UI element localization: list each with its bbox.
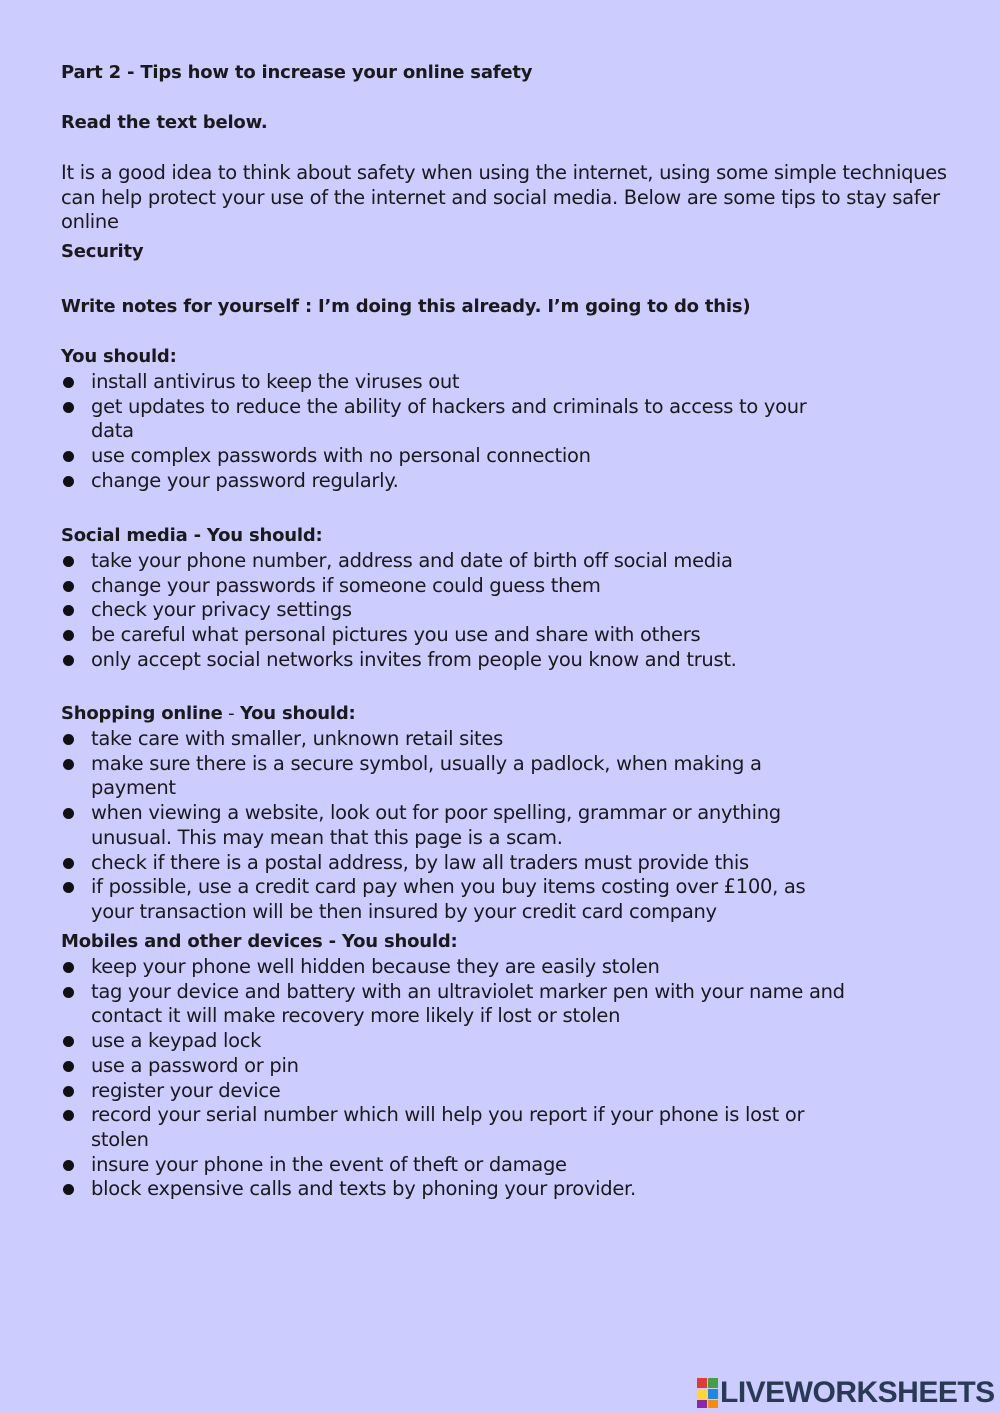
list-item-text: use a keypad lock bbox=[91, 1029, 262, 1053]
bullet-icon bbox=[63, 759, 74, 770]
bullet-icon bbox=[63, 655, 74, 666]
mobiles-heading: Mobiles and other devices - You should: bbox=[61, 931, 458, 952]
list-item-text: register your device bbox=[91, 1078, 281, 1102]
list-item bbox=[61, 574, 941, 599]
bullet-icon bbox=[63, 605, 74, 616]
list-item-text: when viewing a website, look out for poor spelling, grammar or anything unusual. This may mean that this page is a scam. bbox=[91, 801, 781, 849]
bullet-icon bbox=[63, 402, 74, 413]
liveworksheets-logo bbox=[697, 1378, 995, 1408]
list-item-text: make sure there is a secure symbol, usually a padlock, when making a payment bbox=[91, 751, 762, 800]
bullet-icon bbox=[63, 556, 74, 567]
shopping-heading-you-should: You should: bbox=[239, 703, 356, 724]
list-item-text: take your phone number, address and date of birth off social media bbox=[91, 549, 733, 572]
bullet-icon bbox=[63, 1184, 74, 1195]
list-item bbox=[61, 727, 851, 752]
mobiles-tips-list bbox=[61, 955, 846, 1202]
bullet-icon bbox=[63, 1061, 74, 1072]
list-item bbox=[61, 875, 851, 924]
bullet-icon bbox=[63, 1160, 74, 1171]
security-you-should-heading: You should: bbox=[61, 346, 177, 367]
list-item bbox=[61, 980, 846, 1029]
liveworksheets-logo-text: LIVEWORKSHEETS bbox=[720, 1376, 995, 1409]
part-title: Part 2 - Tips how to increase your online safety bbox=[61, 62, 533, 83]
list-item bbox=[61, 851, 851, 876]
security-tips-list bbox=[61, 370, 821, 494]
bullet-icon bbox=[63, 734, 74, 745]
list-item bbox=[61, 598, 941, 623]
list-item-text: install antivirus to keep the viruses out bbox=[91, 370, 460, 393]
list-item-text: if possible, use a credit card pay when you buy items costing over £100, as your transaction will be then insured by your credit card company bbox=[91, 875, 806, 923]
list-item bbox=[61, 955, 846, 980]
notes-instruction: Write notes for yourself : I’m doing this already. I’m going to do this) bbox=[61, 296, 751, 317]
list-item-text: use complex passwords with no personal connection bbox=[91, 444, 591, 468]
list-item-text: change your password regularly. bbox=[91, 468, 399, 492]
intro-paragraph: It is a good idea to think about safety when using the internet, using some simple techniques can help protect your use of the internet and social media. Below are some tips to stay safer online bbox=[61, 161, 947, 233]
list-item bbox=[61, 1103, 846, 1152]
list-item bbox=[61, 1153, 846, 1178]
bullet-icon bbox=[63, 962, 74, 973]
bullet-icon bbox=[63, 1110, 74, 1121]
bullet-icon bbox=[63, 451, 74, 462]
bullet-icon bbox=[63, 581, 74, 592]
read-instruction: Read the text below. bbox=[61, 112, 268, 133]
bullet-icon bbox=[63, 630, 74, 641]
list-item-text: keep your phone well hidden because they are easily stolen bbox=[91, 955, 660, 978]
list-item-text: check if there is a postal address, by law all traders must provide this bbox=[91, 850, 749, 874]
list-item bbox=[61, 395, 821, 444]
shopping-heading bbox=[61, 703, 356, 724]
bullet-icon bbox=[63, 987, 74, 998]
list-item-text: only accept social networks invites from people you know and trust. bbox=[91, 647, 737, 671]
list-item-text: be careful what personal pictures you use and share with others bbox=[91, 623, 701, 647]
list-item bbox=[61, 623, 941, 648]
bullet-icon bbox=[63, 476, 74, 487]
shopping-heading-separator: - bbox=[222, 703, 240, 724]
liveworksheets-logo-icon bbox=[697, 1378, 718, 1408]
list-item bbox=[61, 444, 821, 469]
list-item-text: tag your device and battery with an ultraviolet marker pen with your name and contact it will make recovery more likely if lost or stolen bbox=[91, 979, 845, 1028]
list-item-text: change your passwords if someone could guess them bbox=[91, 573, 601, 597]
list-item bbox=[61, 648, 941, 673]
list-item bbox=[61, 1079, 846, 1104]
list-item bbox=[61, 752, 851, 801]
list-item bbox=[61, 1029, 846, 1054]
list-item bbox=[61, 469, 821, 494]
bullet-icon bbox=[63, 1086, 74, 1097]
list-item-text: use a password or pin bbox=[91, 1053, 299, 1077]
bullet-icon bbox=[63, 882, 74, 893]
list-item bbox=[61, 549, 941, 574]
list-item-text: record your serial number which will help you report if your phone is lost or stolen bbox=[91, 1103, 805, 1151]
list-item bbox=[61, 370, 821, 395]
list-item bbox=[61, 1177, 846, 1202]
list-item-text: insure your phone in the event of theft or damage bbox=[91, 1152, 567, 1176]
security-heading: Security bbox=[61, 241, 144, 262]
list-item-text: block expensive calls and texts by phoning your provider. bbox=[91, 1177, 636, 1201]
social-media-tips-list bbox=[61, 549, 941, 673]
social-media-heading: Social media - You should: bbox=[61, 525, 323, 546]
shopping-heading-title: Shopping online bbox=[61, 703, 223, 724]
bullet-icon bbox=[63, 858, 74, 869]
bullet-icon bbox=[63, 808, 74, 819]
bullet-icon bbox=[63, 1036, 74, 1047]
list-item-text: get updates to reduce the ability of hackers and criminals to access to your data bbox=[91, 394, 807, 443]
shopping-tips-list bbox=[61, 727, 851, 925]
list-item-text: check your privacy settings bbox=[91, 598, 352, 622]
bullet-icon bbox=[63, 377, 74, 388]
list-item bbox=[61, 801, 851, 850]
list-item bbox=[61, 1054, 846, 1079]
list-item-text: take care with smaller, unknown retail sites bbox=[91, 727, 503, 750]
